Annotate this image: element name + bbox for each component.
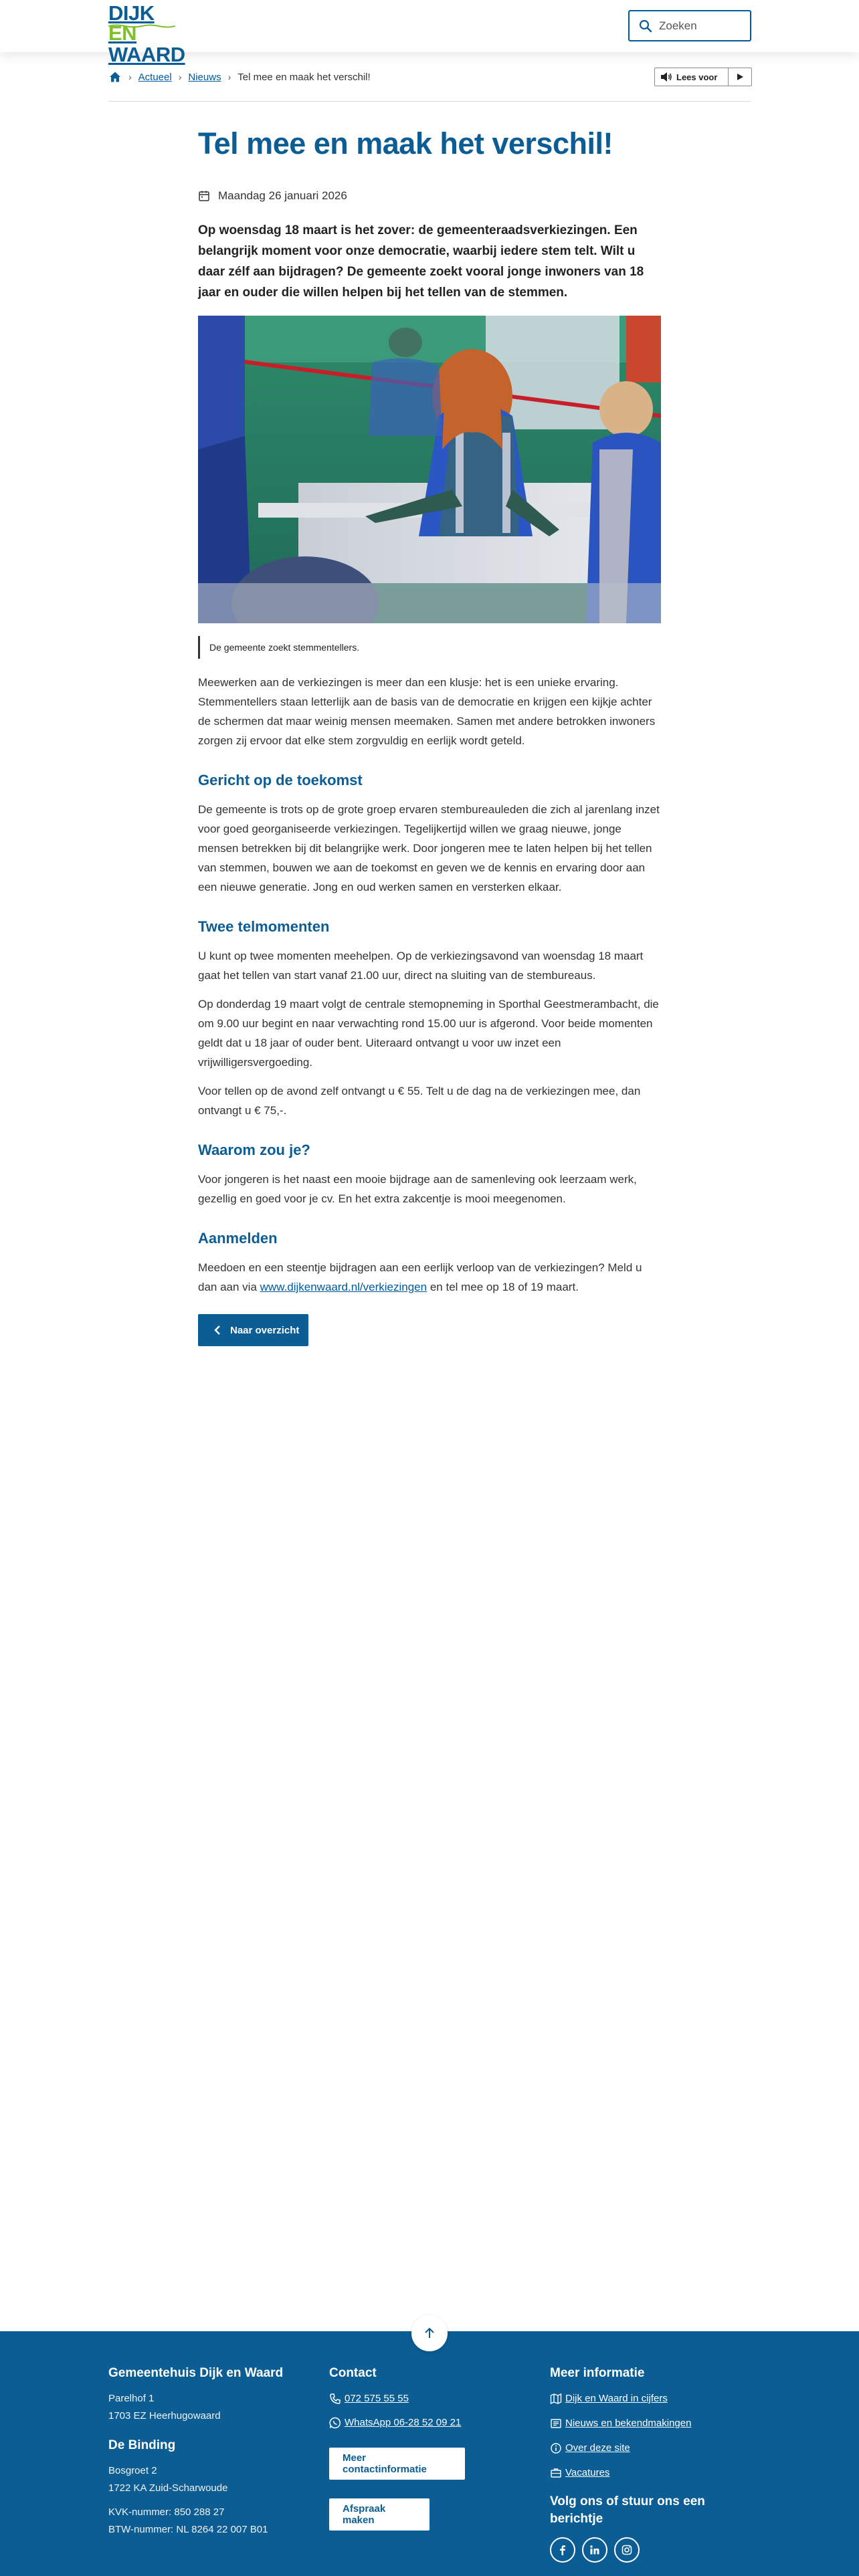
article xyxy=(198,120,661,1346)
paragraph-telmomenten-2: Op donderdag 19 maart volgt de centrale stemopneming in Sporthal Geestmerambacht, die om 9.00 uur begint en naar verwachting rond 15.00 uur is afgerond. Voor beide momenten geldt dat u 18 jaar of ouder bent. Uiteraard ontvangt u voor uw inzet een vrijwilligersvergoeding. xyxy=(198,998,659,1069)
link-cijfers[interactable]: Dijk en Waard in cijfers xyxy=(550,2390,751,2407)
chevron-right-icon: › xyxy=(178,72,182,82)
phone-link[interactable]: 072 575 55 55 xyxy=(329,2390,530,2407)
breadcrumb xyxy=(108,66,371,88)
arrow-up-icon xyxy=(423,2327,436,2339)
logo-line2: WAARD xyxy=(108,43,185,66)
map-icon xyxy=(550,2393,562,2405)
link-nieuws[interactable]: Nieuws en bekendmakingen xyxy=(550,2415,751,2432)
kvk-number: KVK-nummer: 850 288 27 xyxy=(108,2506,225,2518)
address-line: 1703 EZ Heerhugowaard xyxy=(108,2410,221,2422)
phone-icon xyxy=(329,2393,341,2405)
logo-wave-icon xyxy=(108,24,175,28)
search-input[interactable] xyxy=(659,19,746,33)
home-icon[interactable] xyxy=(108,70,122,84)
chevron-right-icon: › xyxy=(227,72,231,82)
info-icon xyxy=(550,2442,562,2454)
heading-waarom: Waarom zou je? xyxy=(198,1142,310,1158)
article-image xyxy=(198,316,661,623)
aanmelden-text-before: Meedoen en een steentje bijdragen aan een eerlijk verloop van de verkiezingen? Meld u dan aan via xyxy=(198,1261,642,1293)
footer-heading-gemeentehuis: Gemeentehuis Dijk en Waard xyxy=(108,2366,284,2380)
page-title: Tel mee en maak het verschil! xyxy=(198,126,613,160)
search-icon[interactable] xyxy=(639,19,652,33)
facebook-icon[interactable] xyxy=(550,2537,575,2563)
footer-col-address xyxy=(108,2365,309,2539)
btw-number: BTW-nummer: NL 8264 22 007 B01 xyxy=(108,2524,268,2535)
address-line: Parelhof 1 xyxy=(108,2393,155,2404)
heading-telmomenten: Twee telmomenten xyxy=(198,918,330,935)
paragraph-aanmelden xyxy=(198,1258,661,1297)
paragraph-telmomenten-1: U kunt op twee momenten meehelpen. Op de verkiezingsavond van woensdag 18 maart gaat het tellen van start vanaf 21.00 uur, direct na sluiting van de stembureaus. xyxy=(198,950,644,982)
footer-col-contact xyxy=(329,2365,530,2531)
logo[interactable] xyxy=(108,1,185,66)
paragraph-waarom: Voor jongeren is het naast een mooie bijdrage aan de samenleving ook leerzaam werk, gezellig en goed voor je cv. En het extra zakcentje is mooi meegenomen. xyxy=(198,1173,637,1205)
aanmelden-text-after: en tel mee op 18 of 19 maart. xyxy=(427,1281,579,1293)
heading-toekomst: Gericht op de toekomst xyxy=(198,772,363,788)
calendar-icon xyxy=(198,190,210,202)
back-button-label: Naar overzicht xyxy=(230,1324,300,1336)
address-line: 1722 KA Zuid-Scharwoude xyxy=(108,2482,228,2494)
article-lead: Op woensdag 18 maart is het zover: de gemeenteraadsverkiezingen. Een belangrijk moment voor onze democratie, waarbij iedere stem telt. Wilt u daar zélf aan bijdragen? De gemeente zoekt vooral jonge inwoners van 18 jaar en ouder die willen helpen bij het tellen van de stemmen. xyxy=(198,223,644,300)
heading-aanmelden: Aanmelden xyxy=(198,1230,278,1247)
back-to-overview-button[interactable] xyxy=(198,1314,308,1346)
publish-date xyxy=(198,189,661,203)
footer-heading-meer-info: Meer informatie xyxy=(550,2366,645,2380)
breadcrumb-current: Tel mee en maak het verschil! xyxy=(237,71,371,83)
make-appointment-button[interactable]: Afspraak maken xyxy=(329,2498,430,2531)
chevron-right-icon: › xyxy=(128,72,132,82)
breadcrumb-actueel[interactable]: Actueel xyxy=(138,71,172,83)
link-vacatures[interactable]: Vacatures xyxy=(550,2464,751,2482)
address-line: Bosgroet 2 xyxy=(108,2465,157,2476)
speaker-icon xyxy=(660,72,672,82)
paragraph-telmomenten-3: Voor tellen op de avond zelf ontvangt u € 55. Telt u de dag na de verkiezingen mee, dan ontvangt u € 75,-. xyxy=(198,1085,641,1117)
more-contact-button[interactable]: Meer contactinformatie xyxy=(329,2448,465,2480)
whatsapp-link[interactable]: WhatsApp 06-28 52 09 21 xyxy=(329,2414,530,2432)
instagram-icon[interactable] xyxy=(614,2537,640,2563)
back-to-top-button[interactable] xyxy=(411,2315,448,2351)
briefcase-icon xyxy=(550,2467,562,2479)
image-caption: De gemeente zoekt stemmentellers. xyxy=(198,636,661,659)
read-aloud-button[interactable] xyxy=(655,68,729,86)
divider xyxy=(108,101,751,102)
linkedin-icon[interactable] xyxy=(582,2537,607,2563)
search-box[interactable] xyxy=(628,10,751,41)
publish-date-text: Maandag 26 januari 2026 xyxy=(218,189,347,202)
social-links xyxy=(550,2537,751,2563)
whatsapp-icon xyxy=(329,2417,341,2429)
chevron-left-icon xyxy=(214,1325,221,1335)
logo-line1: DIJK EN xyxy=(108,1,155,45)
paragraph-toekomst: De gemeente is trots op de grote groep ervaren stembureauleden die zich al jarenlang inzet voor goed georganiseerde verkiezingen. Tegelijkertijd willen we graag nieuwe, jonge mensen betrekken bij dit belangrijke werk. Door jongeren mee te laten helpen bij het tellen van stemmen, bouwen we aan de toekomst en geven we de kennis en ervaring door aan een nieuwe generatie. Jong en oud werken samen en versterken elkaar. xyxy=(198,803,660,893)
link-over-site[interactable]: Over deze site xyxy=(550,2440,751,2457)
footer-heading-follow: Volg ons of stuur ons een berichtje xyxy=(550,2494,705,2526)
verkiezingen-link[interactable]: www.dijkenwaard.nl/verkiezingen xyxy=(260,1281,427,1293)
footer-col-more-info xyxy=(550,2365,751,2563)
play-button[interactable] xyxy=(729,68,751,86)
footer-heading-contact: Contact xyxy=(329,2366,377,2380)
footer-heading-binding: De Binding xyxy=(108,2438,176,2452)
breadcrumb-nieuws[interactable]: Nieuws xyxy=(188,71,221,83)
article-intro: Meewerken aan de verkiezingen is meer dan een klusje: het is een unieke ervaring. Stemmentellers staan letterlijk aan de basis van de democratie en krijgen een kijkje achter de schermen dat maar weinig mensen meemaken. Samen met andere betrokken inwoners zorgen zij ervoor dat elke stem zorgvuldig en eerlijk wordt geteld. xyxy=(198,676,656,747)
newspaper-icon xyxy=(550,2418,562,2430)
site-footer xyxy=(0,2331,859,2576)
play-icon xyxy=(736,73,744,81)
site-header xyxy=(0,0,859,66)
read-aloud-label: Lees voor xyxy=(676,72,718,82)
readspeaker xyxy=(654,68,752,86)
